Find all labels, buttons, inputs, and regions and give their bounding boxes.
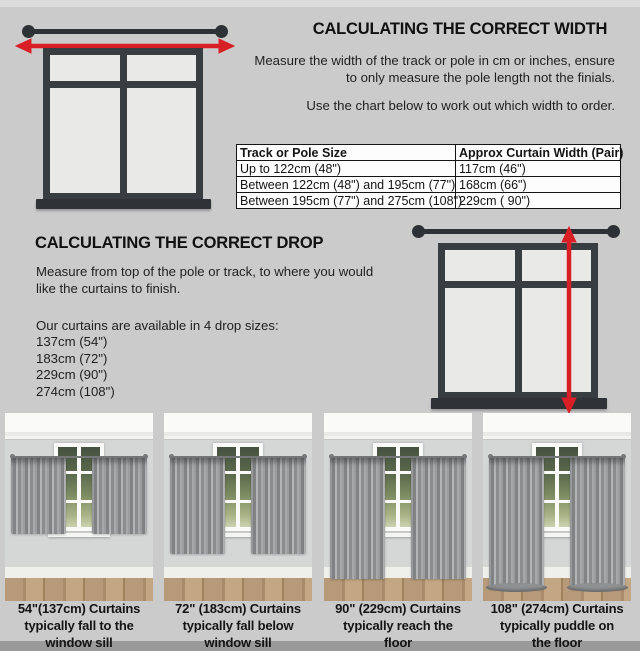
photo-caption-72: [164, 600, 312, 651]
table-cell-pole-size: Between 122cm (48") and 195cm (77"): [237, 177, 456, 193]
drop-intro-paragraph: [36, 263, 426, 297]
caption-line: the floor: [531, 635, 583, 650]
caption-line: 72" (183cm) Curtains: [175, 601, 301, 616]
photo-curtain-panel-right: [92, 458, 147, 534]
drop-intro-line1: Measure from top of the pole or track, to where you would: [36, 264, 374, 279]
table-row: [237, 161, 621, 177]
photo-caption-54: [5, 600, 153, 651]
table-cell-curtain-width: 117cm (46"): [456, 161, 621, 177]
drop-sizes-list: [36, 334, 426, 400]
photo-wood-floor: [5, 578, 153, 601]
caption-line: 54"(137cm) Curtains: [17, 601, 141, 616]
caption-line: window sill: [204, 635, 272, 650]
table-cell-pole-size: Between 195cm (77") and 275cm (108"): [237, 193, 456, 209]
table-header-curtain-width: Approx Curtain Width (Pair): [456, 145, 621, 161]
table-row: [237, 193, 621, 209]
photo-skirting-board: [5, 566, 153, 578]
drop-example-photo-90: [324, 413, 472, 601]
curtain-width-table: [236, 144, 624, 209]
photo-curtain-panel-right: [570, 458, 625, 589]
drop-size-item: 137cm (54"): [36, 334, 108, 349]
table-header-pole-size: Track or Pole Size: [237, 145, 456, 161]
top-strip: [0, 0, 640, 7]
photo-curtain-panel-left: [489, 458, 544, 589]
window-mullion: [120, 55, 127, 193]
drop-example-photo-54: [5, 413, 153, 601]
caption-line: typically fall below: [182, 618, 294, 633]
width-intro-line2: to only measure the pole length not the finials.: [345, 70, 615, 85]
drop-size-item: 229cm (90"): [36, 367, 108, 382]
photo-wood-floor: [164, 578, 312, 601]
caption-line: typically puddle on: [500, 618, 614, 633]
photo-curtain-panel-right: [411, 458, 466, 579]
drop-size-item: 183cm (72"): [36, 350, 108, 366]
drop-intro-line2: like the curtains to finish.: [36, 281, 181, 296]
caption-line: 90" (229cm) Curtains: [335, 601, 461, 616]
drop-sizes-heading: Our curtains are available in 4 drop sizes:: [36, 318, 279, 333]
width-section-title: CALCULATING THE CORRECT WIDTH: [312, 20, 608, 38]
width-intro-paragraph: [233, 52, 615, 86]
photo-curtain-panel-left: [170, 458, 225, 554]
photo-cornice: [164, 413, 312, 440]
caption-line: typically fall to the: [24, 618, 134, 633]
window-sill: [431, 398, 607, 409]
table-header-row: [237, 145, 621, 161]
photo-wood-floor: [324, 578, 472, 601]
photo-caption-108: [483, 600, 631, 651]
drop-section-title: CALCULATING THE CORRECT DROP: [35, 234, 324, 252]
width-intro-line1: Measure the width of the track or pole in cm or inches, ensure: [254, 53, 615, 68]
window-illustration-width: [43, 48, 203, 200]
drop-example-photo-72: [164, 413, 312, 601]
photo-curtain-panel-left: [330, 458, 385, 579]
photo-curtain-panel-left: [11, 458, 66, 534]
curtain-pole-illustration: [31, 29, 219, 34]
caption-line: 108" (274cm) Curtains: [490, 601, 624, 616]
drop-example-photo-108: [483, 413, 631, 601]
table-cell-curtain-width: 229cm ( 90"): [456, 193, 621, 209]
photo-cornice: [5, 413, 153, 440]
table-cell-curtain-width: 168cm (66"): [456, 177, 621, 193]
photo-skirting-board: [164, 566, 312, 578]
window-mullion: [515, 250, 522, 392]
photo-caption-90: [324, 600, 472, 651]
caption-line: window sill: [45, 635, 113, 650]
curtain-pole-illustration: [421, 229, 611, 234]
photo-curtain-panel-right: [251, 458, 306, 554]
photo-cornice: [324, 413, 472, 440]
photo-cornice: [483, 413, 631, 440]
caption-line: floor: [384, 635, 412, 650]
width-chart-hint: Use the chart below to work out which width to order.: [306, 98, 615, 113]
window-sill: [36, 199, 211, 209]
caption-line: typically reach the: [343, 618, 453, 633]
drop-size-item: 274cm (108"): [36, 383, 115, 399]
table-cell-pole-size: Up to 122cm (48"): [237, 161, 456, 177]
drop-arrow-icon: [561, 227, 577, 413]
table-row: [237, 177, 621, 193]
